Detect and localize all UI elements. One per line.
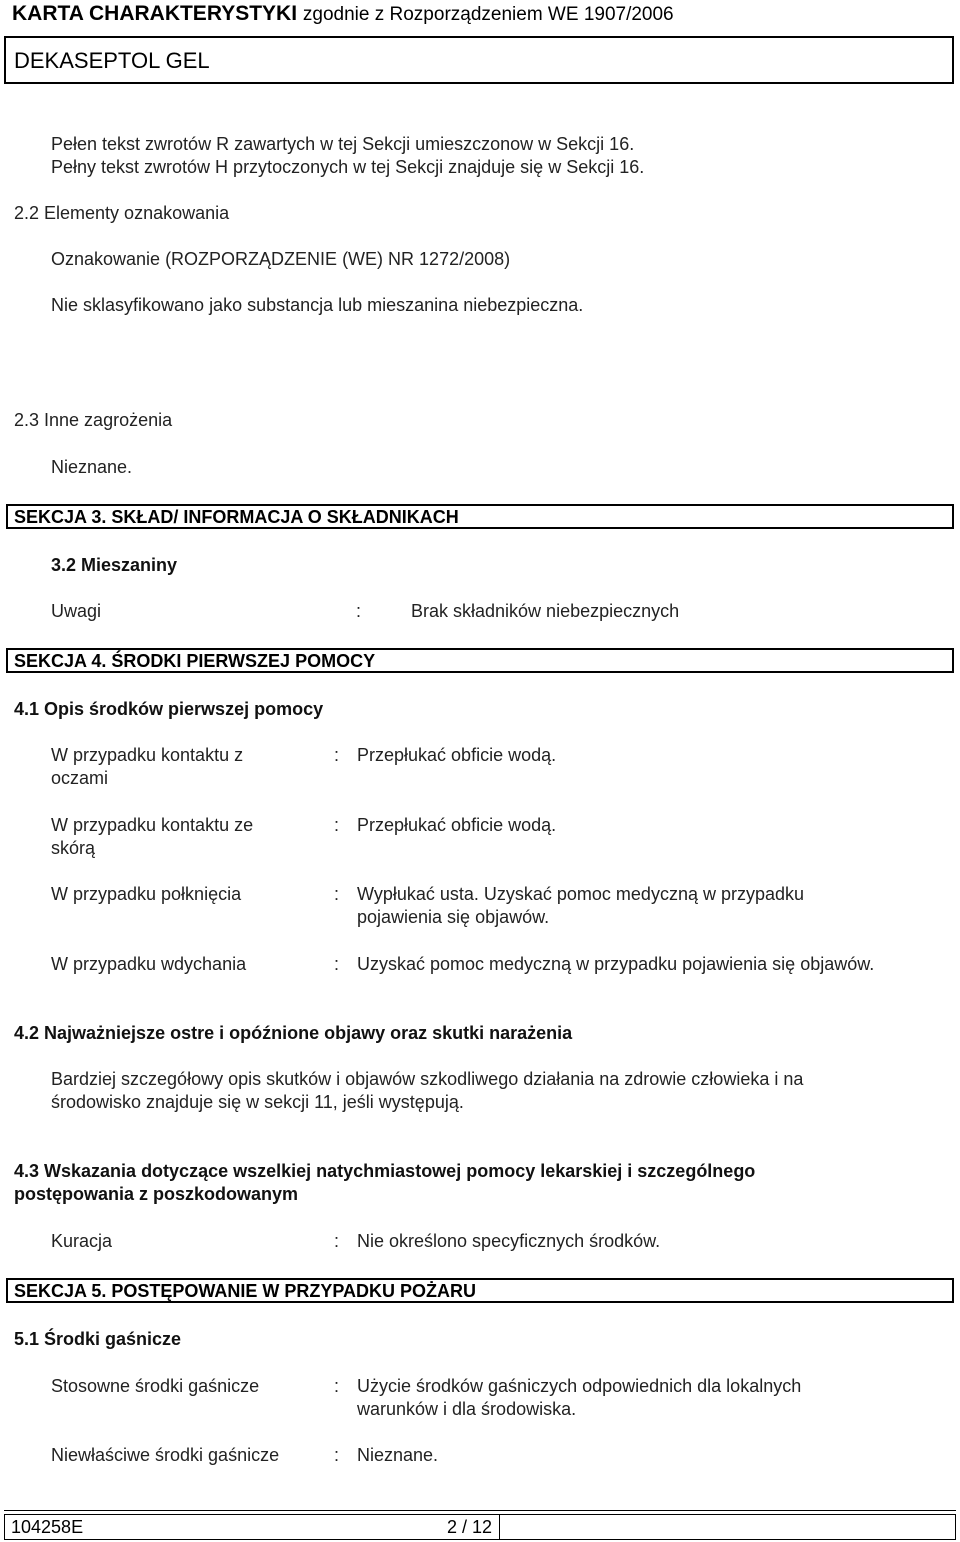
first-aid-value: Przepłukać obficie wodą. [357,815,557,835]
labelling-label: Oznakowanie (ROZPORZĄDZENIE (WE) NR 1272/2008) [51,249,511,269]
first-aid-label: W przypadku wdychania [51,954,247,974]
subsection-5-1-heading: 5.1 Środki gaśnicze [14,1329,182,1349]
section-5-header [6,1278,954,1303]
unsuitable-media-label: Niewłaściwe środki gaśnicze [51,1445,280,1465]
subsection-3-2-heading: 3.2 Mieszaniny [51,555,178,575]
section-3-header [6,504,954,529]
subsection-4-3-heading-cont: postępowania z poszkodowanym [14,1184,299,1204]
subsection-4-3-heading: 4.3 Wskazania dotyczące wszelkiej natychmiastowej pomocy lekarskiej i szczególnego [14,1161,756,1181]
intro-line-1: Pełen tekst zwrotów R zawartych w tej Sekcji umieszczonow w Sekcji 16. [51,134,635,154]
suitable-media-value-cont: warunków i dla środowiska. [357,1399,577,1419]
symptoms-text-line-2: środowisko znajduje się w sekcji 11, jeśli występują. [51,1092,464,1112]
document-subtitle: zgodnie z Rozporządzeniem WE 1907/2006 [302,4,674,25]
first-aid-colon: : [334,745,340,765]
product-name: DEKASEPTOL GEL [14,48,210,73]
first-aid-value: Wypłukać usta. Uzyskać pomoc medyczną w przypadku [357,884,805,904]
unsuitable-media-colon: : [334,1445,340,1465]
treatment-label: Kuracja [51,1231,113,1251]
footer-divider [4,1510,956,1511]
section-4-header [6,648,954,673]
first-aid-colon: : [334,815,340,835]
first-aid-label: W przypadku kontaktu ze [51,815,254,835]
subsection-4-2-heading: 4.2 Najważniejsze ostre i opóźnione objawy oraz skutki narażenia [14,1023,573,1043]
document-header [12,2,674,26]
unsuitable-media-value: Nieznane. [357,1445,439,1465]
first-aid-label: oczami [51,768,109,788]
section-4-title: SEKCJA 4. ŚRODKI PIERWSZEJ POMOCY [14,651,376,671]
page-number: 2 / 12 [447,1517,493,1537]
product-name-box [4,36,954,84]
treatment-value: Nie określono specyficznych środków. [357,1231,661,1251]
section-3-title: SEKCJA 3. SKŁAD/ INFORMACJA O SKŁADNIKACH [14,507,459,527]
first-aid-label: skórą [51,838,96,858]
document-title: KARTA CHARAKTERYSTYKI [12,2,298,25]
intro-line-2: Pełny tekst zwrotów H przytoczonych w tej Sekcji znajduje się w Sekcji 16. [51,157,645,177]
treatment-colon: : [334,1231,340,1251]
symptoms-text-line-1: Bardziej szczegółowy opis skutków i objawów szkodliwego działania na zdrowie człowieka i na [51,1069,804,1089]
first-aid-label: W przypadku połknięcia [51,884,242,904]
remarks-label: Uwagi [51,601,102,621]
remarks-colon: : [356,601,362,621]
remarks-value: Brak składników niebezpiecznych [411,601,680,621]
section-5-title: SEKCJA 5. POSTĘPOWANIE W PRZYPADKU POŻARU [14,1281,477,1301]
footer-separator [499,1515,500,1539]
suitable-media-label: Stosowne środki gaśnicze [51,1376,260,1396]
suitable-media-value: Użycie środków gaśniczych odpowiednich dla lokalnych [357,1376,802,1396]
first-aid-label: W przypadku kontaktu z [51,745,244,765]
first-aid-colon: : [334,954,340,974]
first-aid-value: Przepłukać obficie wodą. [357,745,557,765]
first-aid-value: Uzyskać pomoc medyczną w przypadku pojawienia się objawów. [357,954,875,974]
document-id: 104258E [11,1517,84,1537]
subsection-2-3-heading: 2.3 Inne zagrożenia [14,410,173,430]
first-aid-value: pojawienia się objawów. [357,907,550,927]
subsection-4-1-heading: 4.1 Opis środków pierwszej pomocy [14,699,324,719]
footer [4,1514,956,1540]
suitable-media-colon: : [334,1376,340,1396]
labelling-text: Nie sklasyfikowano jako substancja lub mieszanina niebezpieczna. [51,295,584,315]
other-hazards-text: Nieznane. [51,457,133,477]
subsection-2-2-heading: 2.2 Elementy oznakowania [14,203,230,223]
first-aid-colon: : [334,884,340,904]
